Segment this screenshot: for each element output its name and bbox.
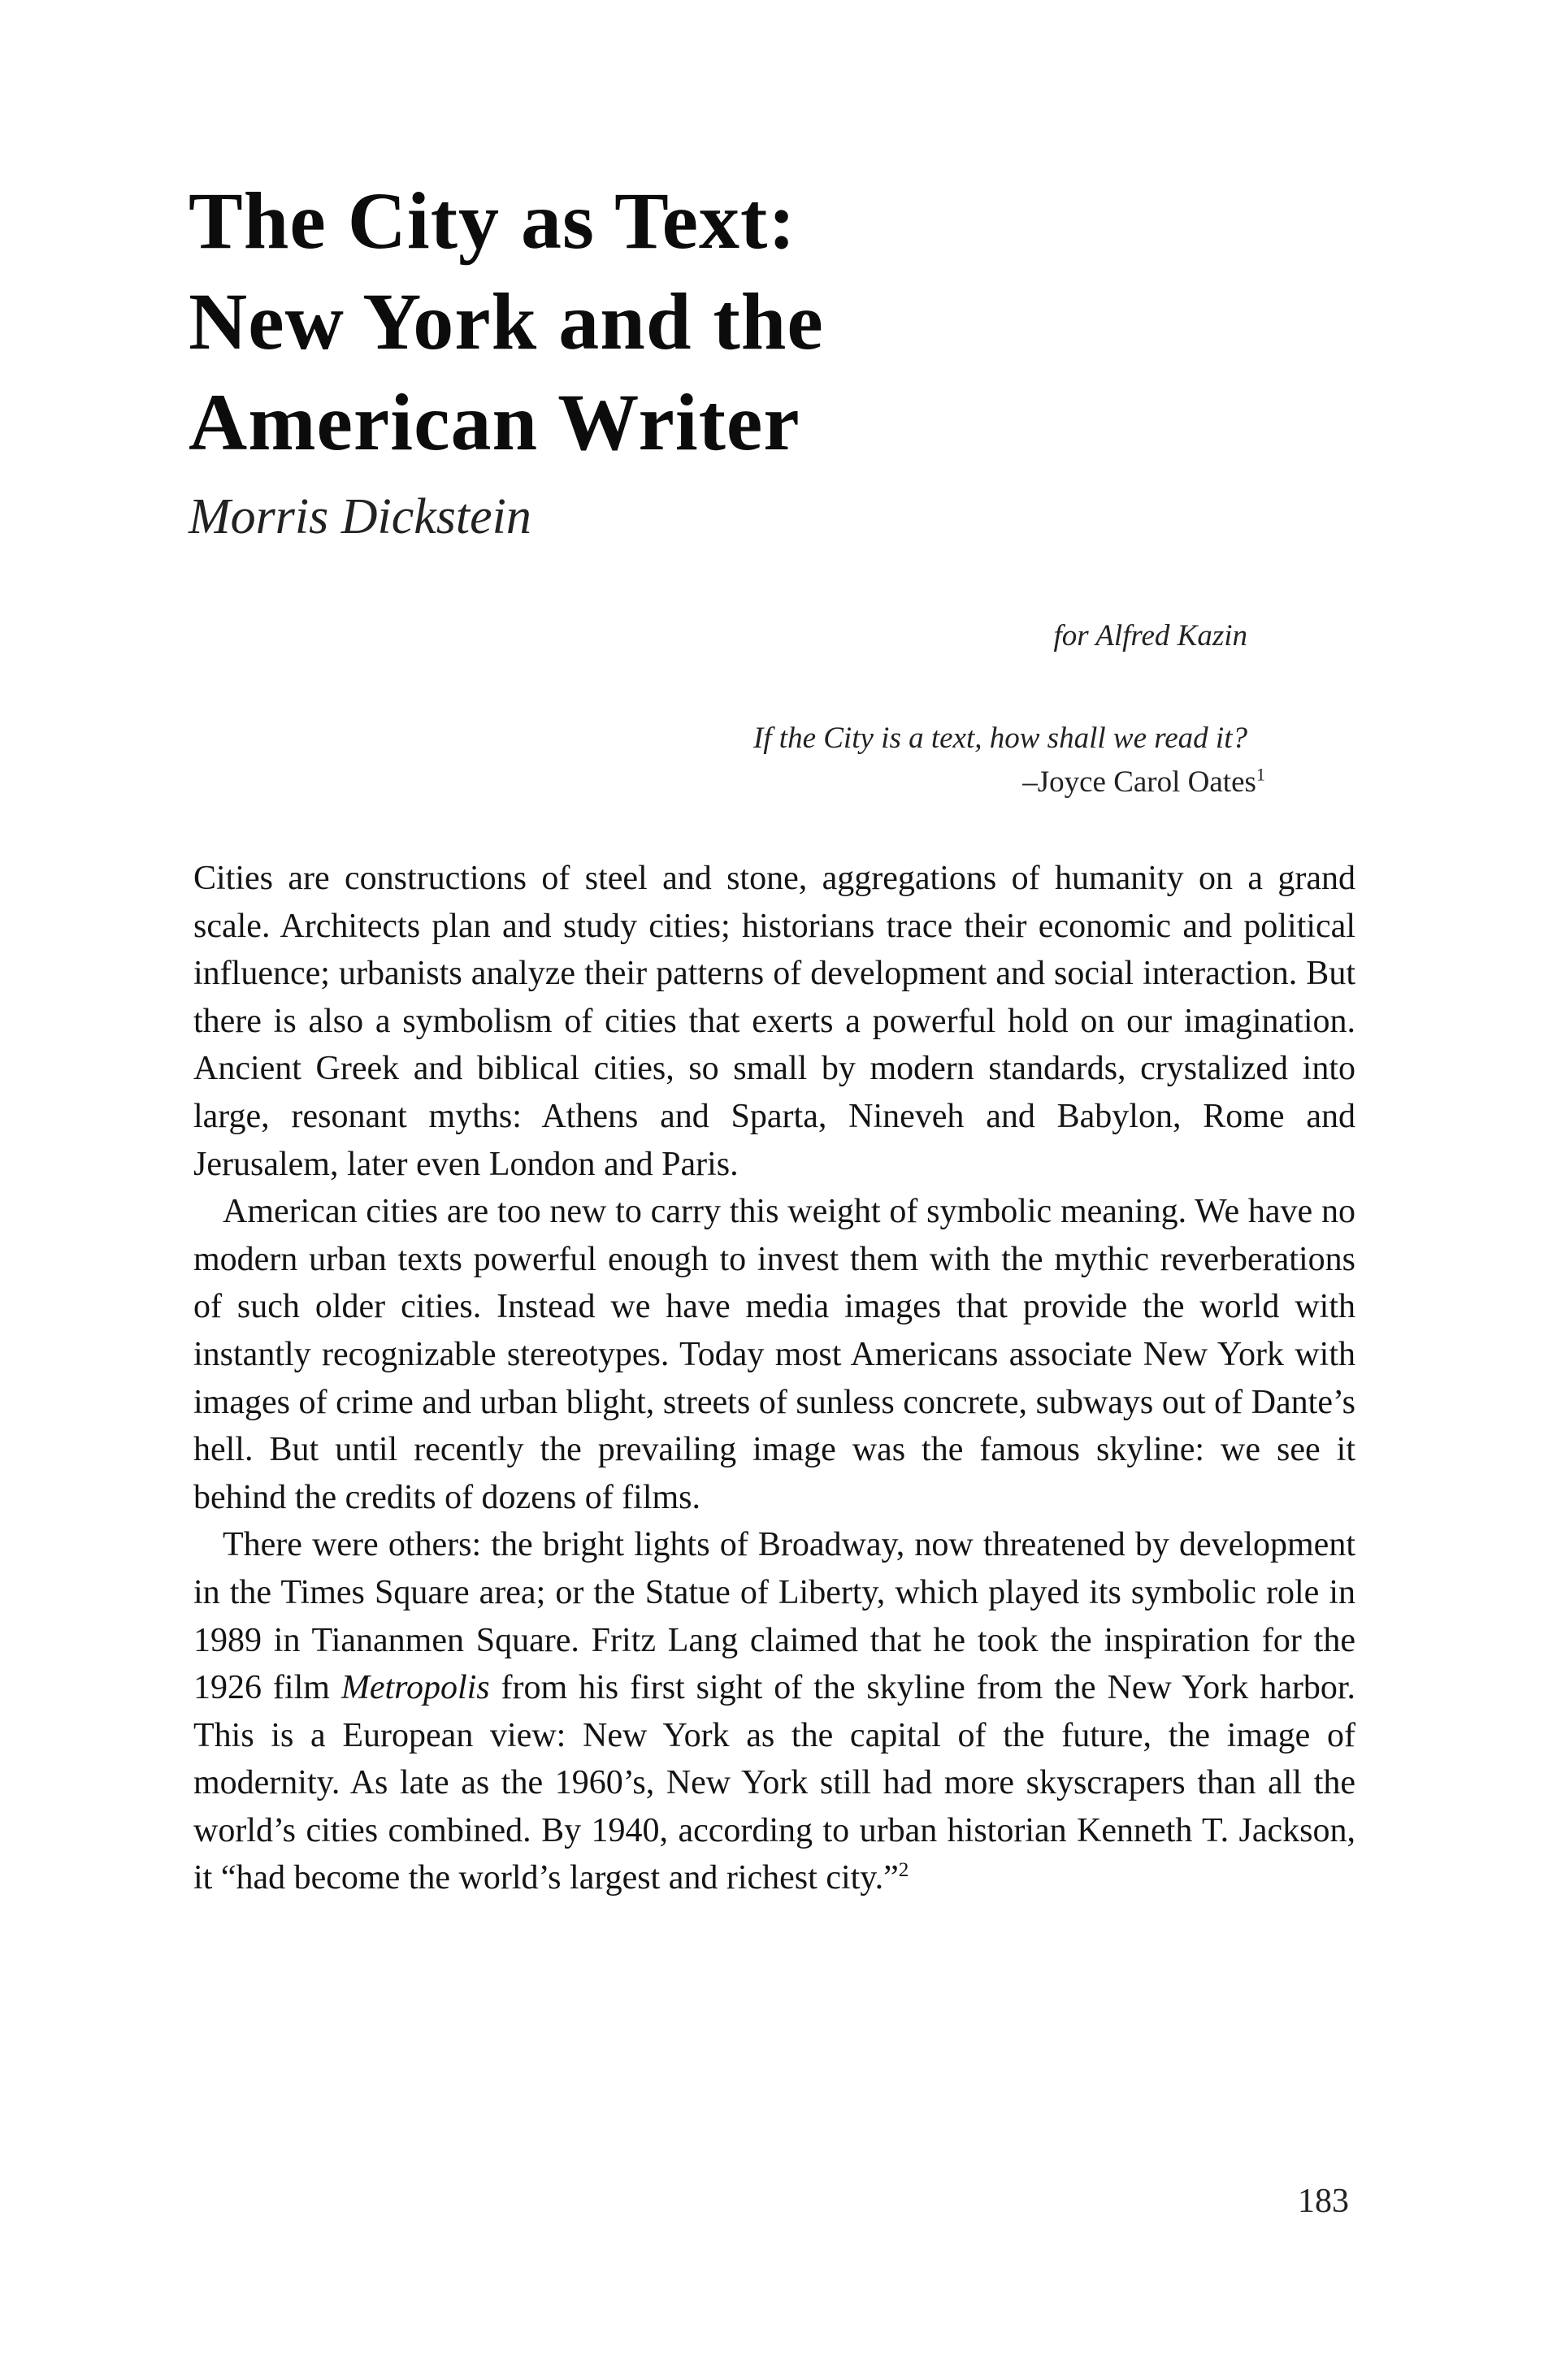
- epigraph-attribution: [753, 761, 1265, 804]
- epigraph-author: –Joyce Carol Oates: [1022, 765, 1256, 799]
- epigraph-quote: If the City is a text, how shall we read it?: [752, 722, 1247, 755]
- body-paragraph: Cities are constructions of steel and stone, aggregations of humanity on a grand scale. Architects plan and study cities; historians trace their economic and political influence; urbanists analyze their patterns of development and social interaction. But there is also a symbolism of cities that exerts a powerful hold on our imagination. Ancient Greek and biblical cities, so small by modern standards, crystalized into large, resonant myths: Athens and Sparta, Nineveh and Babylon, Rome and Jerusalem, later even London and Paris.: [193, 860, 1355, 1183]
- epigraph: [753, 717, 1265, 804]
- paragraph-text: There were others: the bright lights of Broadway, now threatened by development in the Times Square area; or the Statue of Liberty, which played its symbolic role in 1989 in Tiananmen Square. Fritz Lang claimed that he took the inspiration for the 1926 film: [193, 1526, 1355, 1707]
- footnote-marker: 2: [898, 1859, 909, 1882]
- article-body: [193, 855, 1355, 1902]
- footnote-marker: 1: [1256, 764, 1265, 785]
- page-number: 183: [1298, 2183, 1349, 2220]
- film-title: Metropolis: [340, 1669, 490, 1707]
- body-paragraph: American cities are too new to carry this weight of symbolic meaning. We have no modern urban texts powerful enough to invest them with the mythic reverberations of such older cities. Instead we have media images that provide the world with instantly recognizable stereotypes. Today most Americans associate New York with images of crime and urban blight, streets of sunless concrete, subways out of Dante’s hell. But until recently the prevailing image was the famous skyline: we see it behind the credits of dozens of films.: [193, 1193, 1355, 1516]
- title-line: American Writer: [189, 377, 800, 467]
- title-line: New York and the: [189, 276, 824, 366]
- paragraph-text: from his first sight of the skyline from the New York harbor. This is a European view: New York as the capital of the future, the image of modernity. As late as the 1960’s, New York still had more skyscrapers than all the world’s cities combined. By 1940, according to urban historian Kenneth T. Jackson, it “had become the world’s largest and richest city.”: [193, 1669, 1355, 1897]
- body-paragraph: [193, 1521, 1355, 1902]
- author-name: Morris Dickstein: [189, 489, 531, 544]
- title-line: The City as Text:: [189, 176, 796, 266]
- dedication: for Alfred Kazin: [1053, 619, 1247, 652]
- article-title: [189, 171, 1245, 473]
